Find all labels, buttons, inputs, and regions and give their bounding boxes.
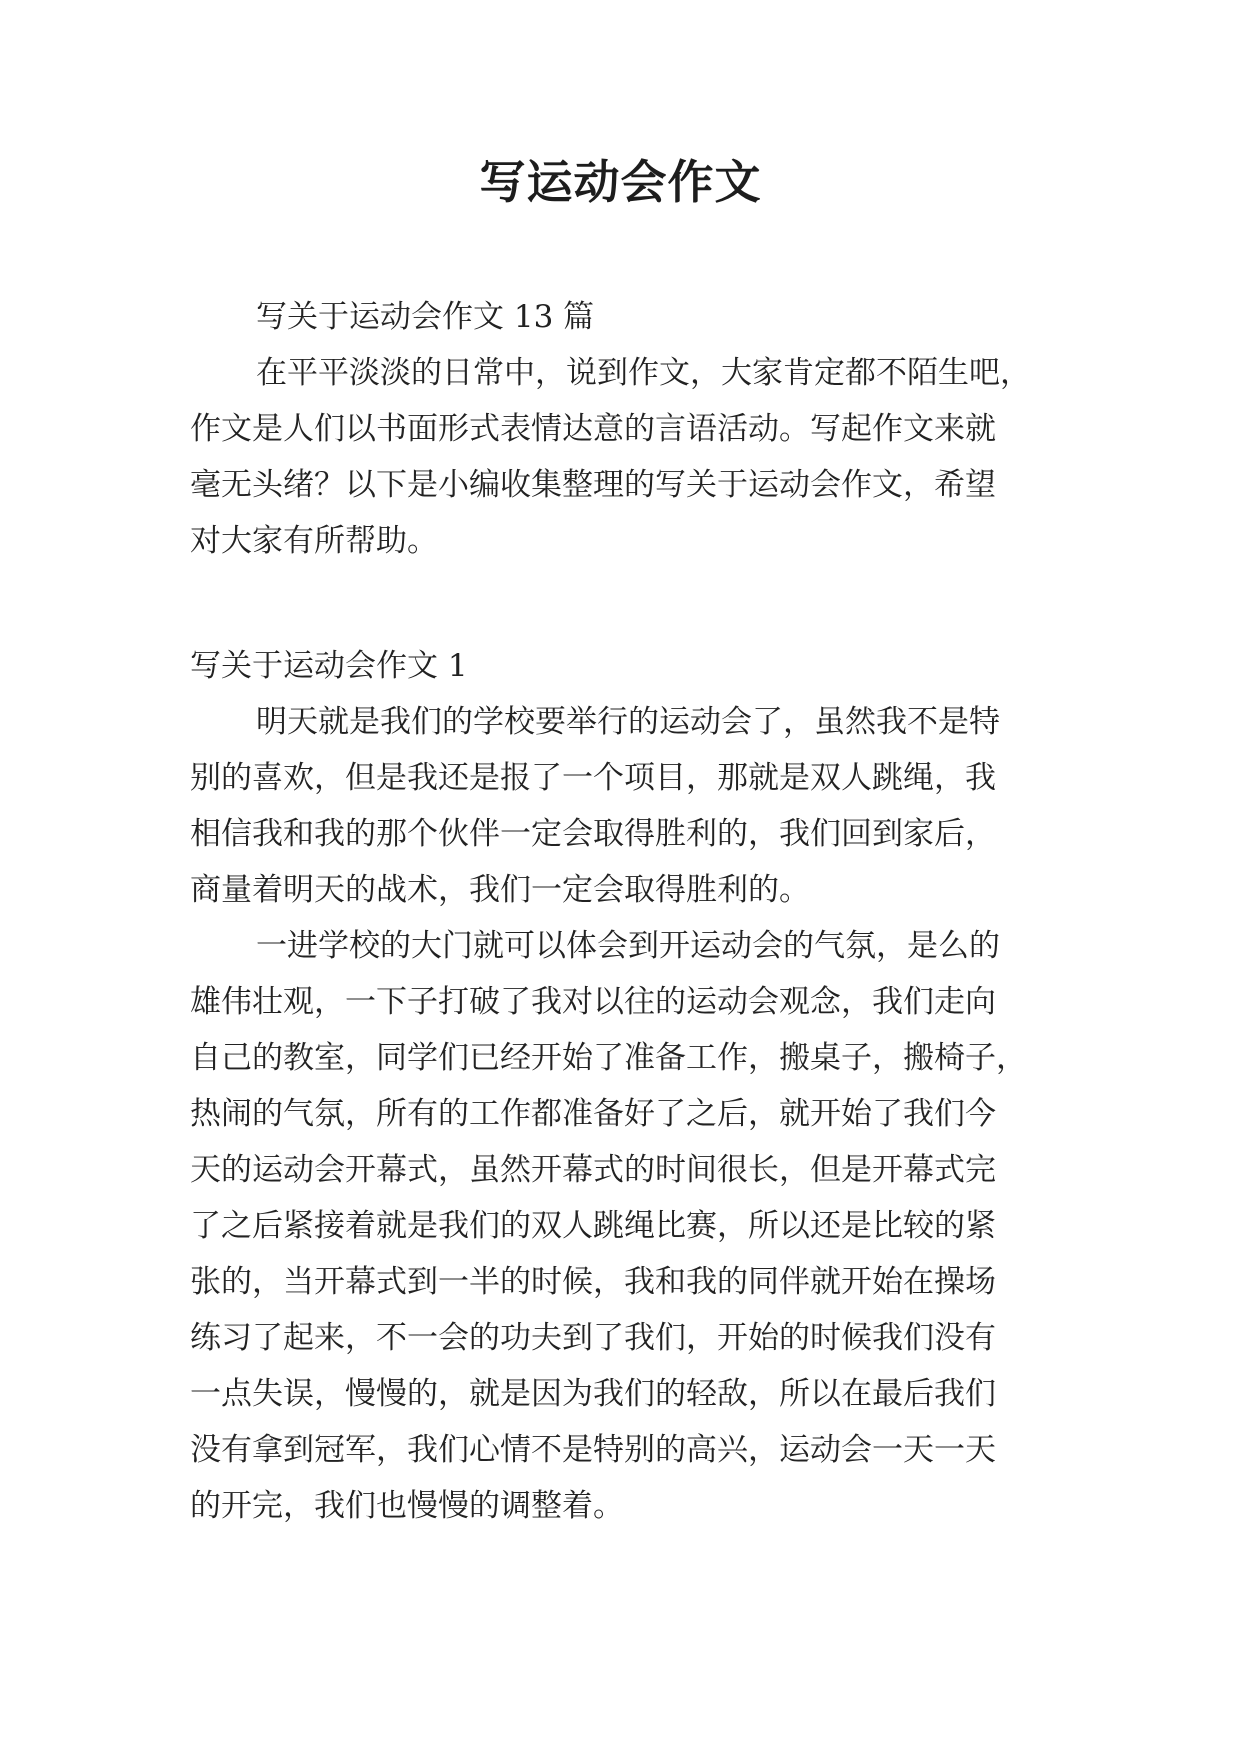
intro-subtitle: 写关于运动会作文 13 篇	[256, 299, 595, 335]
paragraph-line: 没有拿到冠军，我们心情不是特别的高兴，运动会一天一天	[190, 1432, 996, 1468]
intro-line: 作文是人们以书面形式表情达意的言语活动。写起作文来就	[190, 411, 996, 447]
section-spacer	[190, 569, 1050, 638]
paragraph-line: 商量着明天的战术，我们一定会取得胜利的。	[190, 872, 810, 908]
intro-line: 毫无头绪？以下是小编收集整理的写关于运动会作文，希望	[190, 467, 996, 503]
paragraph-line: 一点失误，慢慢的，就是因为我们的轻敌，所以在最后我们	[190, 1376, 996, 1412]
paragraph-line: 练习了起来，不一会的功夫到了我们，开始的时候我们没有	[190, 1320, 996, 1356]
section-heading: 写关于运动会作文 1	[190, 648, 468, 684]
paragraph-line: 热闹的气氛，所有的工作都准备好了之后，就开始了我们今	[190, 1096, 996, 1132]
paragraph-line: 别的喜欢，但是我还是报了一个项目，那就是双人跳绳，我	[190, 760, 996, 796]
paragraph-line: 张的，当开幕式到一半的时候，我和我的同伴就开始在操场	[190, 1264, 996, 1300]
paragraph-line: 的开完，我们也慢慢的调整着。	[190, 1488, 624, 1524]
paragraph-line: 自己的教室，同学们已经开始了准备工作，搬桌子，搬椅子，	[190, 1040, 1027, 1076]
paragraph-line: 天的运动会开幕式，虽然开幕式的时间很长，但是开幕式完	[190, 1152, 996, 1188]
paragraph-line: 一进学校的大门就可以体会到开运动会的气氛，是么的	[256, 928, 1000, 964]
paragraph-line: 了之后紧接着就是我们的双人跳绳比赛，所以还是比较的紧	[190, 1208, 996, 1244]
intro-line: 对大家有所帮助。	[190, 523, 438, 559]
paragraph-line: 相信我和我的那个伙伴一定会取得胜利的，我们回到家后，	[190, 816, 996, 852]
intro-line: 在平平淡淡的日常中，说到作文，大家肯定都不陌生吧，	[256, 355, 1031, 391]
paragraph-line: 雄伟壮观，一下子打破了我对以往的运动会观念，我们走向	[190, 984, 996, 1020]
document-title: 写运动会作文	[479, 155, 762, 209]
document-body	[190, 289, 1050, 1534]
paragraph-line: 明天就是我们的学校要举行的运动会了，虽然我不是特	[256, 704, 1000, 740]
